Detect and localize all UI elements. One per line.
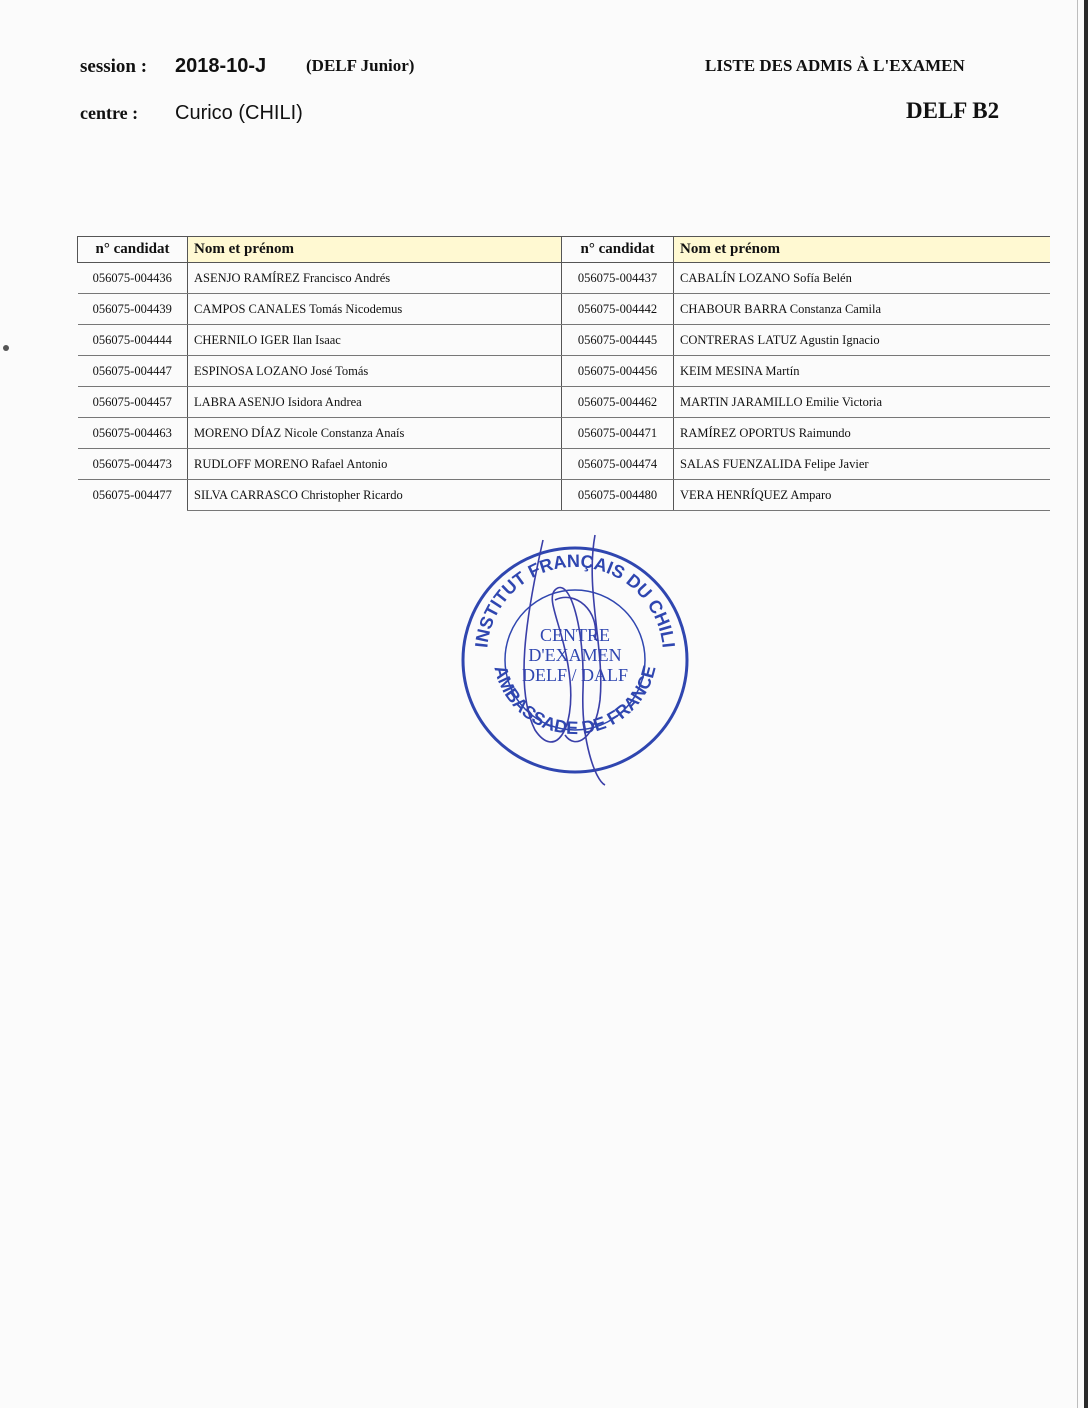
scan-edge <box>1084 0 1088 1408</box>
candidate-number: 056075-004456 <box>562 356 674 387</box>
candidate-number: 056075-004471 <box>562 418 674 449</box>
candidate-name: MORENO DÍAZ Nicole Constanza Anaís <box>188 418 562 449</box>
candidate-name: RUDLOFF MORENO Rafael Antonio <box>188 449 562 480</box>
candidate-number: 056075-004445 <box>562 325 674 356</box>
candidate-name: ASENJO RAMÍREZ Francisco Andrés <box>188 263 562 294</box>
level-title: DELF B2 <box>906 98 1000 123</box>
candidate-name: CABALÍN LOZANO Sofía Belén <box>674 263 1050 294</box>
session-label: session : <box>80 56 148 77</box>
candidate-number: 056075-004474 <box>562 449 674 480</box>
table-row <box>78 480 1050 511</box>
table-row <box>78 263 1050 294</box>
admitted-table <box>77 236 1049 511</box>
candidate-name: MARTIN JARAMILLO Emilie Victoria <box>674 387 1050 418</box>
institute-stamp <box>455 530 695 790</box>
header-candidate-number: n° candidat <box>562 237 674 263</box>
candidate-name: LABRA ASENJO Isidora Andrea <box>188 387 562 418</box>
table-row <box>78 418 1050 449</box>
candidate-number: 056075-004439 <box>78 294 188 325</box>
candidate-name: CONTRERAS LATUZ Agustin Ignacio <box>674 325 1050 356</box>
stamp-bottom-arc: AMBASSADE DE FRANCE <box>490 663 660 739</box>
centre-label: centre : <box>80 103 139 123</box>
session-value: 2018-10-J <box>175 55 267 77</box>
candidate-number: 056075-004473 <box>78 449 188 480</box>
centre-value: Curico (CHILI) <box>175 102 303 124</box>
candidate-number: 056075-004444 <box>78 325 188 356</box>
stamp-line-2: D'EXAMEN <box>528 645 622 665</box>
session-type: (DELF Junior) <box>306 56 415 75</box>
table-row <box>78 387 1050 418</box>
scan-edge-line <box>1077 0 1078 1408</box>
candidate-name: KEIM MESINA Martín <box>674 356 1050 387</box>
list-title: LISTE DES ADMIS À L'EXAMEN <box>705 56 965 75</box>
candidate-name: SALAS FUENZALIDA Felipe Javier <box>674 449 1050 480</box>
candidate-name: CHABOUR BARRA Constanza Camila <box>674 294 1050 325</box>
table-header-row <box>78 237 1050 263</box>
candidate-number: 056075-004480 <box>562 480 674 511</box>
candidate-name: CHERNILO IGER Ilan Isaac <box>188 325 562 356</box>
candidate-name: RAMÍREZ OPORTUS Raimundo <box>674 418 1050 449</box>
candidate-number: 056075-004447 <box>78 356 188 387</box>
candidate-number: 056075-004462 <box>562 387 674 418</box>
stamp-line-1: CENTRE <box>540 625 610 645</box>
table-row <box>78 356 1050 387</box>
scan-speck <box>3 345 9 351</box>
candidate-number: 056075-004442 <box>562 294 674 325</box>
stamp-line-3: DELF / DALF <box>521 665 629 685</box>
candidate-name: CAMPOS CANALES Tomás Nicodemus <box>188 294 562 325</box>
candidate-number: 056075-004436 <box>78 263 188 294</box>
candidate-name: SILVA CARRASCO Christopher Ricardo <box>188 480 562 511</box>
candidate-name: VERA HENRÍQUEZ Amparo <box>674 480 1050 511</box>
table-row <box>78 449 1050 480</box>
candidate-name: ESPINOSA LOZANO José Tomás <box>188 356 562 387</box>
header-name: Nom et prénom <box>674 237 1050 263</box>
table-row <box>78 325 1050 356</box>
stamp-top-arc: INSTITUT FRANÇAIS DU CHILI <box>471 550 679 649</box>
candidate-number: 056075-004437 <box>562 263 674 294</box>
candidate-number: 056075-004463 <box>78 418 188 449</box>
candidate-number: 056075-004477 <box>92 487 172 502</box>
table-row <box>78 294 1050 325</box>
header-name: Nom et prénom <box>188 237 562 263</box>
header-candidate-number: n° candidat <box>78 237 188 263</box>
candidate-number: 056075-004457 <box>78 387 188 418</box>
